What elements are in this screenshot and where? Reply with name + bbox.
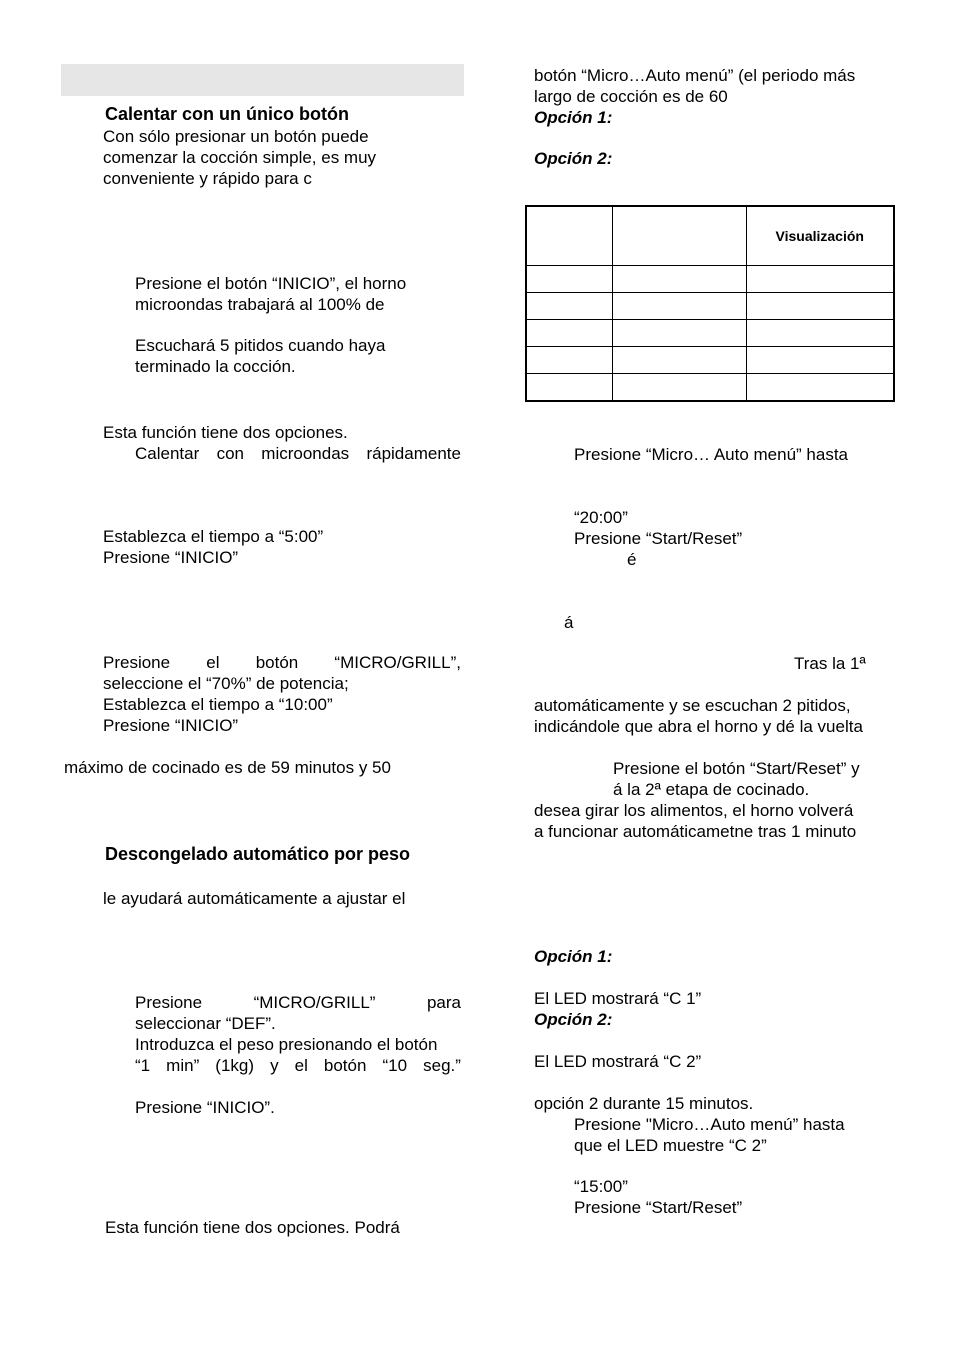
until-led-c2: que el LED muestre “C 2” bbox=[574, 1136, 767, 1155]
auto-menu-line: botón “Micro…Auto menú” (el periodo más bbox=[534, 66, 856, 85]
set-time-5: Establezca el tiempo a “5:00” bbox=[103, 527, 324, 546]
option-1-label: Opción 1: bbox=[534, 947, 613, 966]
table-cell bbox=[612, 293, 746, 320]
table-cell bbox=[526, 206, 612, 266]
word: y bbox=[270, 1056, 279, 1075]
word: seg.” bbox=[423, 1056, 461, 1075]
step-beeps-line: Escuchará 5 pitidos cuando haya bbox=[135, 336, 386, 355]
defrost-step-2b bbox=[135, 1055, 461, 1076]
press-start-reset-3: Presione “Start/Reset” bbox=[574, 1198, 743, 1217]
led-c2: El LED mostrará “C 2” bbox=[534, 1052, 702, 1071]
table-cell bbox=[526, 347, 612, 374]
option-2-label: Opción 2: bbox=[534, 149, 613, 168]
table-cell bbox=[526, 374, 612, 402]
step-beeps-line: terminado la cocción. bbox=[135, 357, 296, 376]
word: botón bbox=[323, 1056, 367, 1075]
table-cell bbox=[746, 293, 894, 320]
press-auto-menu: Presione “Micro… Auto menú” hasta bbox=[574, 445, 849, 464]
word: (1kg) bbox=[215, 1056, 255, 1075]
auto-menu-line: largo de cocción es de 60 bbox=[534, 87, 728, 106]
intro-line: comenzar la cocción simple, es muy bbox=[103, 148, 377, 167]
table-header-display: Visualización bbox=[746, 206, 894, 266]
table-cell bbox=[612, 347, 746, 374]
two-options-text: Esta función tiene dos opciones. bbox=[103, 423, 348, 442]
press-auto-menu-2: Presione "Micro…Auto menú” hasta bbox=[574, 1115, 845, 1134]
option-1-label: Opción 1: bbox=[534, 108, 613, 127]
open-and-turn: indicándole que abra el horno y dé la vuelta bbox=[534, 717, 863, 736]
word: para bbox=[426, 993, 461, 1012]
second-stage: á la 2ª etapa de cocinado. bbox=[613, 780, 810, 799]
word: con bbox=[216, 444, 244, 463]
defrost-step-3: Presione “INICIO”. bbox=[135, 1098, 275, 1117]
defrost-help: le ayudará automáticamente a ajustar el bbox=[103, 889, 406, 908]
set-time-10: Establezca el tiempo a “10:00” bbox=[103, 695, 333, 714]
word: el bbox=[206, 653, 220, 672]
defrost-step-1 bbox=[135, 992, 461, 1013]
word: “MICRO/GRILL”, bbox=[334, 653, 461, 672]
max-time-note: máximo de cocinado es de 59 minutos y 50 bbox=[64, 758, 391, 777]
word: rápidamente bbox=[366, 444, 461, 463]
option-2-label: Opción 2: bbox=[534, 1010, 613, 1029]
table-cell bbox=[612, 266, 746, 293]
heading-auto-defrost: Descongelado automático por peso bbox=[105, 844, 411, 864]
table-cell bbox=[612, 320, 746, 347]
table-row bbox=[526, 293, 894, 320]
select-70: seleccione el “70%” de potencia; bbox=[103, 674, 349, 693]
step-start-line: microondas trabajará al 100% de bbox=[135, 295, 385, 314]
table-cell bbox=[526, 320, 612, 347]
word: Presione bbox=[135, 993, 203, 1012]
auto-beeps: automáticamente y se escuchan 2 pitidos, bbox=[534, 696, 851, 715]
table-cell bbox=[526, 293, 612, 320]
table-row bbox=[526, 374, 894, 402]
word: “10 bbox=[382, 1056, 408, 1075]
word: min” bbox=[166, 1056, 200, 1075]
cooking-table bbox=[525, 205, 895, 402]
word: “1 bbox=[135, 1056, 151, 1075]
table-header-row bbox=[526, 206, 894, 266]
option-quick-line bbox=[135, 443, 461, 464]
resume-cooking: a funcionar automáticametne tras 1 minuto bbox=[534, 822, 857, 841]
table-cell bbox=[746, 347, 894, 374]
press-start-reset-2: Presione el botón “Start/Reset” y bbox=[613, 759, 860, 778]
option-2-15-min: opción 2 durante 15 minutos. bbox=[534, 1094, 754, 1113]
press-inicio: Presione “INICIO” bbox=[103, 548, 239, 567]
word: botón bbox=[255, 653, 299, 672]
accent-char: é bbox=[627, 550, 637, 569]
table-cell bbox=[746, 374, 894, 402]
heading-one-button-heat: Calentar con un único botón bbox=[105, 104, 349, 124]
word: Calentar bbox=[135, 444, 200, 463]
intro-line: conveniente y rápido para c bbox=[103, 169, 312, 188]
word: “MICRO/GRILL” bbox=[253, 993, 376, 1012]
two-options-text-2: Esta función tiene dos opciones. Podrá bbox=[105, 1218, 400, 1237]
intro-line: Con sólo presionar un botón puede bbox=[103, 127, 369, 146]
section-header-bar bbox=[61, 64, 464, 96]
table-cell bbox=[526, 266, 612, 293]
press-inicio: Presione “INICIO” bbox=[103, 716, 239, 735]
time-20: “20:00” bbox=[574, 508, 628, 527]
led-c1: El LED mostrará “C 1” bbox=[534, 989, 702, 1008]
defrost-step-2a: Introduzca el peso presionando el botón bbox=[135, 1035, 438, 1054]
accent-char: á bbox=[564, 613, 574, 632]
table-row bbox=[526, 320, 894, 347]
word: microondas bbox=[261, 444, 350, 463]
time-15: “15:00” bbox=[574, 1177, 628, 1196]
defrost-step-1b: seleccionar “DEF”. bbox=[135, 1014, 276, 1033]
turn-food: desea girar los alimentos, el horno volverá bbox=[534, 801, 854, 820]
word: el bbox=[294, 1056, 308, 1075]
table-cell bbox=[612, 374, 746, 402]
press-start-reset: Presione “Start/Reset” bbox=[574, 529, 743, 548]
step-start-line: Presione el botón “INICIO”, el horno bbox=[135, 274, 407, 293]
table-cell bbox=[746, 320, 894, 347]
table-row bbox=[526, 266, 894, 293]
table-cell bbox=[746, 266, 894, 293]
table-cell bbox=[612, 206, 746, 266]
table-row bbox=[526, 347, 894, 374]
word: Presione bbox=[103, 653, 171, 672]
press-micro-grill-line bbox=[103, 652, 461, 673]
after-first-stage: Tras la 1ª bbox=[794, 654, 866, 673]
